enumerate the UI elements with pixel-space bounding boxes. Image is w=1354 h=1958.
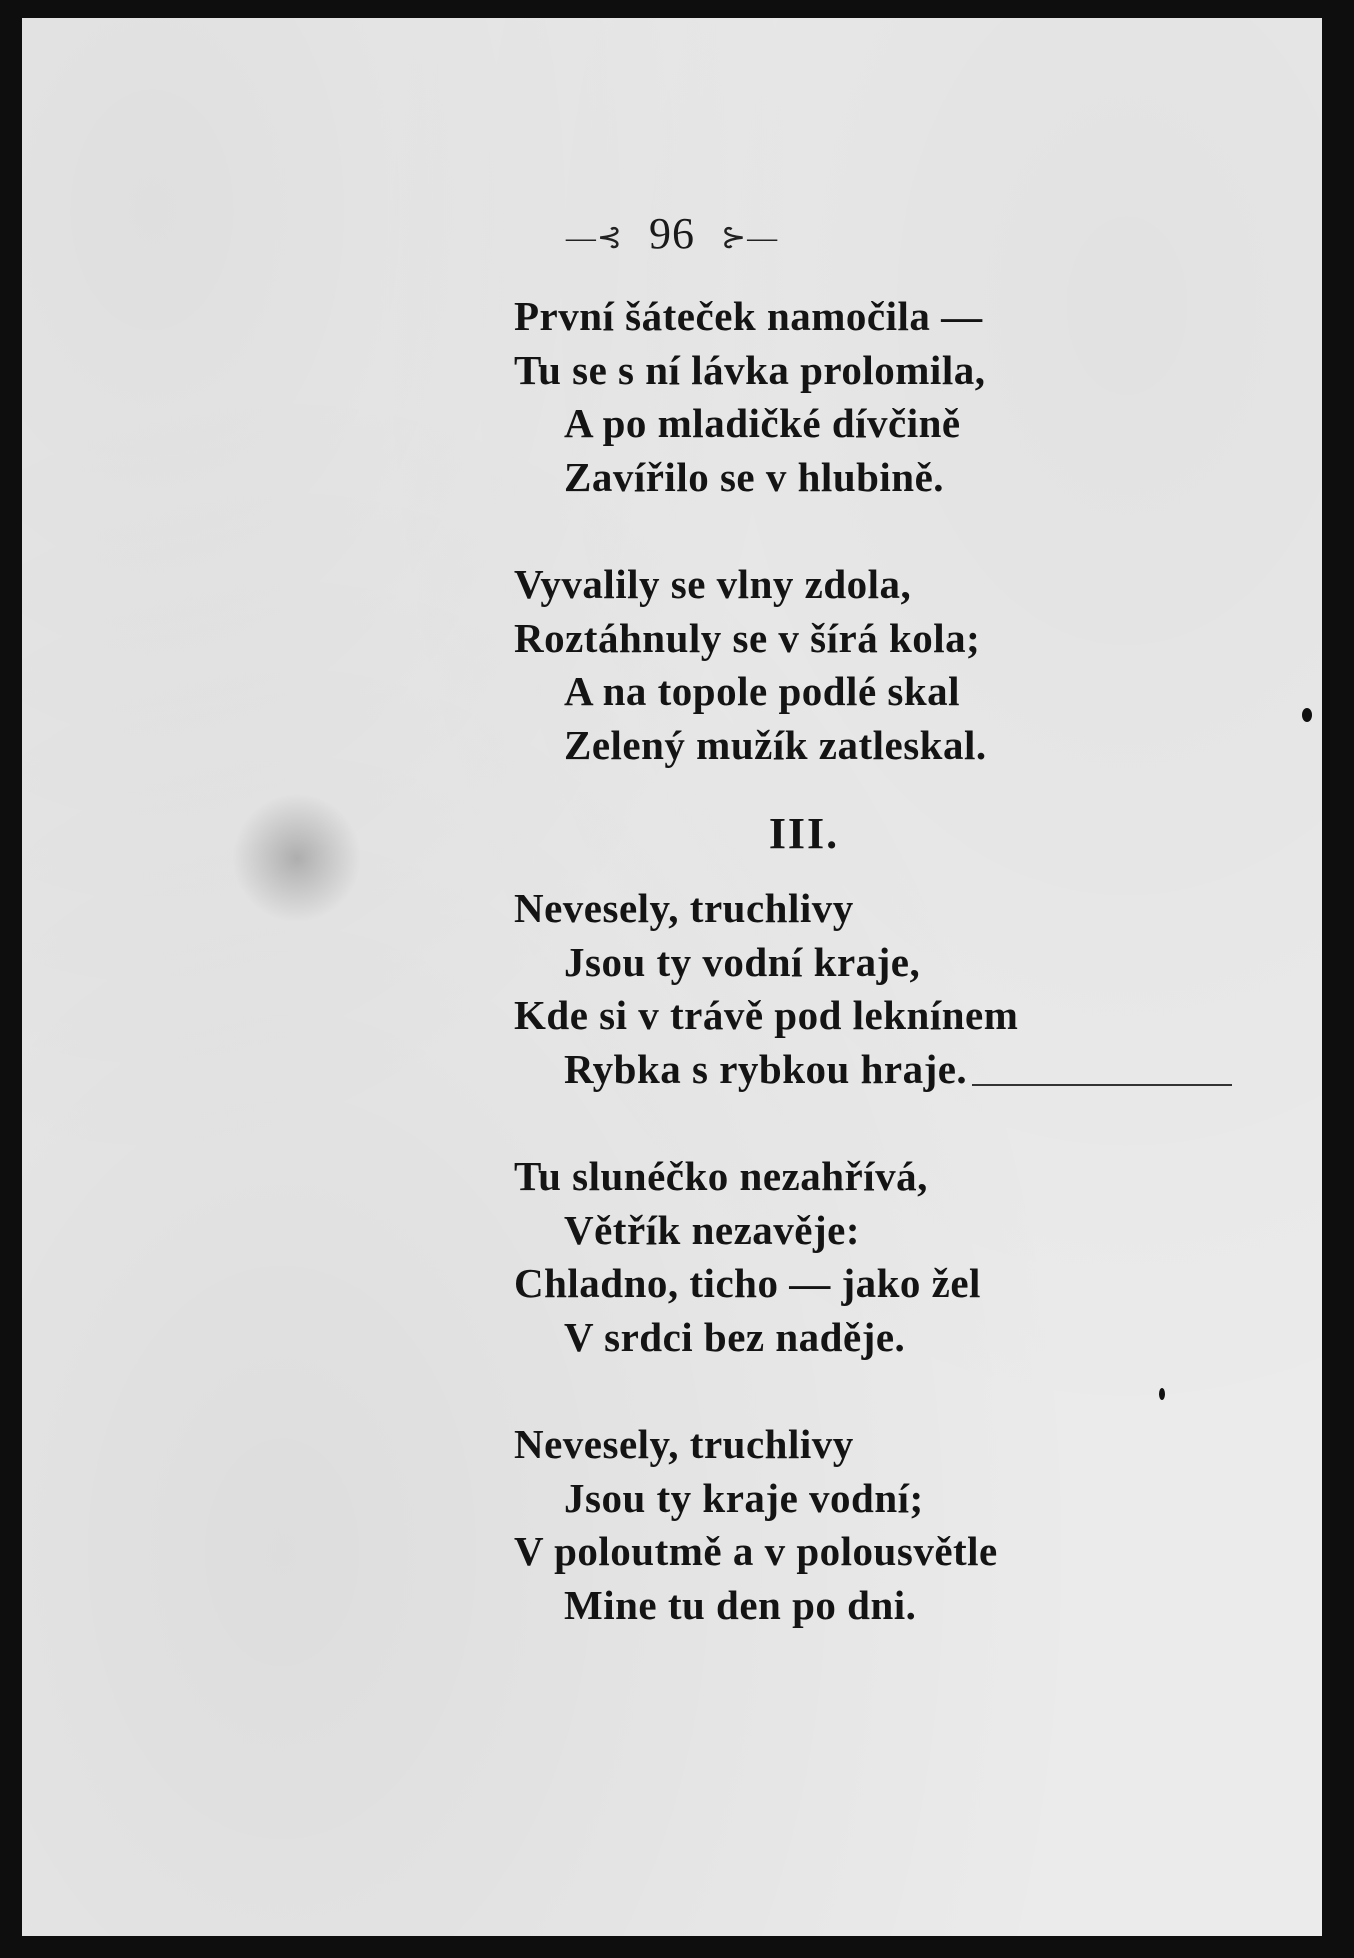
verse-line: Zelený mužík zatleskal.: [564, 721, 987, 768]
verse-line: Mine tu den po dni.: [564, 1581, 917, 1628]
ornament-right-icon: ⊱—: [721, 221, 779, 255]
verse-line: Rybka s rybkou hraje.: [564, 1045, 968, 1092]
verse-line: Nevesely, truchlivy: [514, 1421, 854, 1467]
verse-line: A na topole podlé skal: [564, 668, 961, 714]
ink-speck: [1159, 1388, 1165, 1400]
stanza: [514, 290, 1094, 504]
verse-line: První šáteček namočila —: [514, 293, 983, 339]
verse-line: Tu se s ní lávka prolomila,: [514, 346, 986, 393]
poem-text: [514, 290, 1094, 1632]
verse-line: Roztáhnuly se v šírá kola;: [514, 614, 981, 661]
verse-line: V srdci bez naděje.: [564, 1313, 906, 1360]
page-header: [22, 208, 1322, 259]
stanza: [514, 558, 1094, 772]
verse-line: Vyvalily se vlny zdola,: [514, 561, 912, 607]
verse-line: Jsou ty vodní kraje,: [564, 938, 921, 985]
ink-speck: [1302, 708, 1312, 722]
verse-line: Větřík nezavěje:: [564, 1206, 861, 1253]
verse-line: Nevesely, truchlivy: [514, 885, 854, 931]
ink-smudge: [227, 788, 367, 928]
verse-line: Tu slunéčko nezahřívá,: [514, 1153, 928, 1199]
ornament-left-icon: —⊰: [565, 221, 623, 255]
verse-line: A po mladičké dívčině: [564, 400, 961, 446]
verse-line: Chladno, ticho — jako žel: [514, 1260, 981, 1306]
stanza: [514, 1418, 1094, 1632]
section-heading: III.: [768, 809, 840, 858]
verse-line: V poloutmě a v polousvětle: [514, 1528, 998, 1574]
stanza: [514, 1150, 1094, 1364]
book-page: [22, 18, 1322, 1936]
verse-line: Kde si v trávě pod leknínem: [514, 992, 1019, 1038]
page-number: 96: [649, 209, 695, 258]
stanza: [514, 882, 1094, 1096]
verse-line: Jsou ty kraje vodní;: [564, 1474, 924, 1521]
verse-line: Zavířilo se v hlubině.: [564, 453, 945, 500]
